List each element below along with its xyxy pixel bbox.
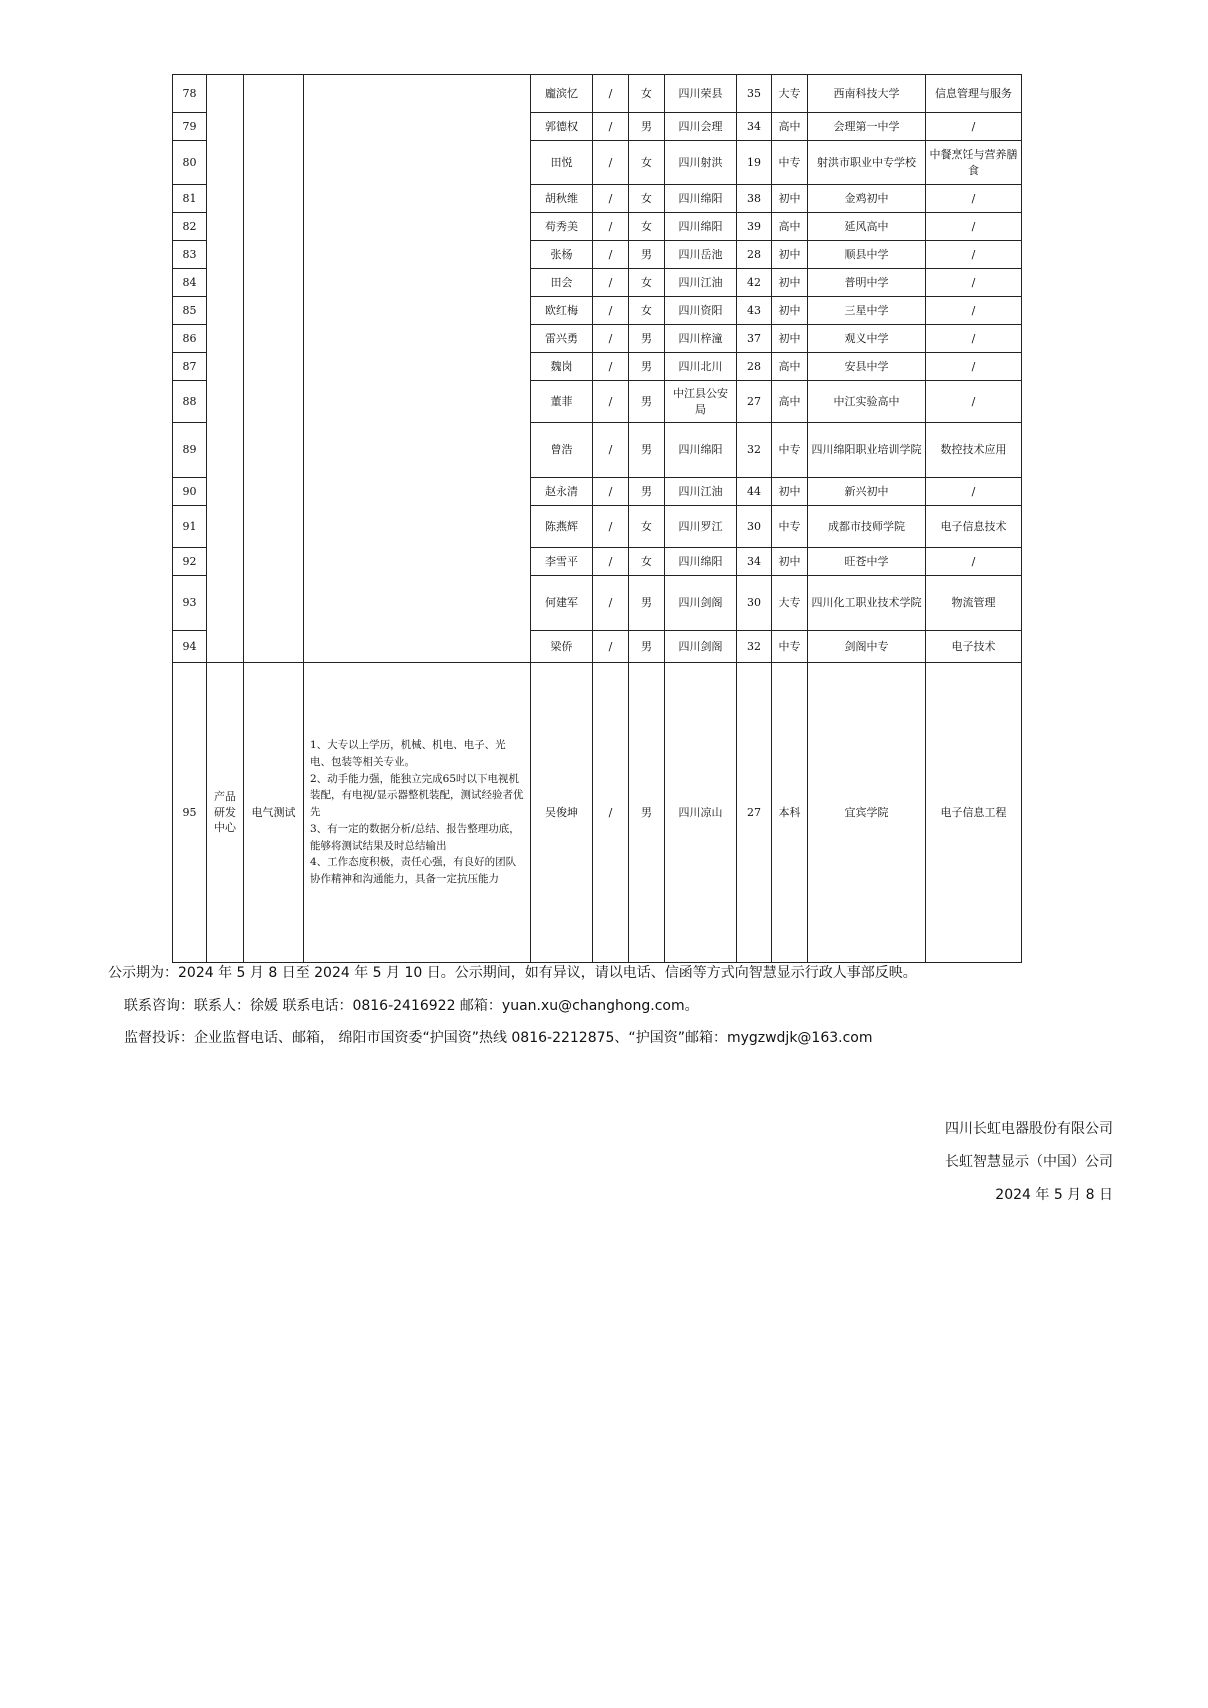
edu-cell: 初中 <box>772 269 808 297</box>
edu-cell: 中专 <box>772 631 808 663</box>
row-number-cell: 88 <box>173 381 207 423</box>
major-cell: / <box>926 478 1022 506</box>
school-cell: 三星中学 <box>808 297 926 325</box>
origin-cell: 四川梓潼 <box>665 325 737 353</box>
age-cell: 19 <box>737 141 772 185</box>
major-cell: / <box>926 269 1022 297</box>
name-cell: 梁侨 <box>531 631 593 663</box>
major-cell: 信息管理与服务 <box>926 75 1022 113</box>
col-cell: / <box>593 381 629 423</box>
row-number-cell: 95 <box>173 663 207 963</box>
row-number-cell: 84 <box>173 269 207 297</box>
table-row <box>173 663 1022 963</box>
school-cell: 中江实验高中 <box>808 381 926 423</box>
major-cell: / <box>926 241 1022 269</box>
name-cell: 董菲 <box>531 381 593 423</box>
name-cell: 李雪平 <box>531 548 593 576</box>
school-cell: 会理第一中学 <box>808 113 926 141</box>
col-cell: / <box>593 325 629 353</box>
row-number-cell: 83 <box>173 241 207 269</box>
row-number-cell: 93 <box>173 576 207 631</box>
gender-cell: 男 <box>629 631 665 663</box>
major-cell: / <box>926 213 1022 241</box>
col-cell: / <box>593 548 629 576</box>
gender-cell: 女 <box>629 297 665 325</box>
school-cell: 金鸡初中 <box>808 185 926 213</box>
gender-cell: 男 <box>629 241 665 269</box>
gender-cell: 女 <box>629 269 665 297</box>
row-number-cell: 78 <box>173 75 207 113</box>
major-cell: 电子技术 <box>926 631 1022 663</box>
name-cell: 郭德权 <box>531 113 593 141</box>
dept-cell: 产品研发中心 <box>207 663 244 963</box>
age-cell: 27 <box>737 663 772 963</box>
school-cell: 普明中学 <box>808 269 926 297</box>
name-cell: 田会 <box>531 269 593 297</box>
origin-cell: 四川凉山 <box>665 663 737 963</box>
row-number-cell: 82 <box>173 213 207 241</box>
row-number-cell: 81 <box>173 185 207 213</box>
major-cell: 数控技术应用 <box>926 423 1022 478</box>
row-number-cell: 94 <box>173 631 207 663</box>
col-cell: / <box>593 353 629 381</box>
row-number-cell: 79 <box>173 113 207 141</box>
origin-cell: 四川荣县 <box>665 75 737 113</box>
school-cell: 剑阁中专 <box>808 631 926 663</box>
edu-cell: 本科 <box>772 663 808 963</box>
name-cell: 张杨 <box>531 241 593 269</box>
name-cell: 龐滨忆 <box>531 75 593 113</box>
gender-cell: 男 <box>629 478 665 506</box>
major-cell: / <box>926 297 1022 325</box>
age-cell: 37 <box>737 325 772 353</box>
requirements-cell <box>304 663 531 963</box>
name-cell: 魏岗 <box>531 353 593 381</box>
edu-cell: 高中 <box>772 353 808 381</box>
origin-cell: 四川剑阁 <box>665 631 737 663</box>
origin-cell: 四川会理 <box>665 113 737 141</box>
school-cell: 安县中学 <box>808 353 926 381</box>
col-cell: / <box>593 185 629 213</box>
signature-company-2: 长虹智慧显示（中国）公司 <box>945 1154 1113 1170</box>
gender-cell: 男 <box>629 663 665 963</box>
row-number-cell: 80 <box>173 141 207 185</box>
age-cell: 34 <box>737 113 772 141</box>
name-cell: 雷兴勇 <box>531 325 593 353</box>
gender-cell: 男 <box>629 325 665 353</box>
contact-info: 联系咨询：联系人：徐媛 联系电话：0816-2416922 邮箱：yuan.xu@changhong.com。 <box>124 998 699 1014</box>
col-cell: / <box>593 113 629 141</box>
school-cell: 延风高中 <box>808 213 926 241</box>
gender-cell: 女 <box>629 185 665 213</box>
major-cell: / <box>926 381 1022 423</box>
edu-cell: 初中 <box>772 185 808 213</box>
origin-cell: 四川北川 <box>665 353 737 381</box>
origin-cell: 中江县公安局 <box>665 381 737 423</box>
origin-cell: 四川江油 <box>665 269 737 297</box>
col-cell: / <box>593 213 629 241</box>
origin-cell: 四川绵阳 <box>665 213 737 241</box>
origin-cell: 四川江油 <box>665 478 737 506</box>
school-cell: 射洪市职业中专学校 <box>808 141 926 185</box>
col-cell: / <box>593 241 629 269</box>
candidate-table <box>172 74 1022 963</box>
col-cell: / <box>593 141 629 185</box>
school-cell: 旺苍中学 <box>808 548 926 576</box>
col-cell: / <box>593 631 629 663</box>
major-cell: / <box>926 548 1022 576</box>
col-cell: / <box>593 297 629 325</box>
requirement-item: 3、有一定的数据分析/总结、报告整理功底，能够将测试结果及时总结输出 <box>310 822 520 852</box>
age-cell: 28 <box>737 241 772 269</box>
age-cell: 28 <box>737 353 772 381</box>
age-cell: 38 <box>737 185 772 213</box>
name-cell: 吴俊坤 <box>531 663 593 963</box>
table-row <box>173 75 1022 113</box>
gender-cell: 女 <box>629 213 665 241</box>
col-cell: / <box>593 269 629 297</box>
school-cell: 四川化工职业技术学院 <box>808 576 926 631</box>
gender-cell: 男 <box>629 353 665 381</box>
major-cell: 中餐烹饪与营养膳食 <box>926 141 1022 185</box>
school-cell: 观义中学 <box>808 325 926 353</box>
edu-cell: 大专 <box>772 576 808 631</box>
row-number-cell: 87 <box>173 353 207 381</box>
gender-cell: 女 <box>629 141 665 185</box>
row-number-cell: 86 <box>173 325 207 353</box>
col-cell: / <box>593 506 629 548</box>
origin-cell: 四川岳池 <box>665 241 737 269</box>
edu-cell: 高中 <box>772 381 808 423</box>
col-cell: / <box>593 75 629 113</box>
edu-cell: 初中 <box>772 325 808 353</box>
row-number-cell: 89 <box>173 423 207 478</box>
requirement-item: 4、工作态度积极，责任心强，有良好的团队协作精神和沟通能力，具备一定抗压能力 <box>310 856 517 886</box>
age-cell: 34 <box>737 548 772 576</box>
edu-cell: 高中 <box>772 213 808 241</box>
origin-cell: 四川剑阁 <box>665 576 737 631</box>
origin-cell: 四川绵阳 <box>665 423 737 478</box>
school-cell: 西南科技大学 <box>808 75 926 113</box>
age-cell: 32 <box>737 423 772 478</box>
origin-cell: 四川射洪 <box>665 141 737 185</box>
origin-cell: 四川资阳 <box>665 297 737 325</box>
name-cell: 何建军 <box>531 576 593 631</box>
row-number-cell: 91 <box>173 506 207 548</box>
requirements-cell <box>304 75 531 663</box>
name-cell: 陈燕辉 <box>531 506 593 548</box>
edu-cell: 初中 <box>772 297 808 325</box>
age-cell: 27 <box>737 381 772 423</box>
school-cell: 新兴初中 <box>808 478 926 506</box>
col-cell: / <box>593 576 629 631</box>
age-cell: 30 <box>737 576 772 631</box>
age-cell: 43 <box>737 297 772 325</box>
school-cell: 顺县中学 <box>808 241 926 269</box>
gender-cell: 女 <box>629 506 665 548</box>
age-cell: 32 <box>737 631 772 663</box>
requirement-item: 1、大专以上学历，机械、机电、电子、光电、包装等相关专业。 <box>310 738 506 768</box>
complaint-info: 监督投诉：企业监督电话、邮箱， 绵阳市国资委“护国资”热线 0816-2212875、“护国资”邮箱：mygzwdjk@163.com <box>124 1030 873 1046</box>
major-cell: 电子信息技术 <box>926 506 1022 548</box>
school-cell: 四川绵阳职业培训学院 <box>808 423 926 478</box>
edu-cell: 大专 <box>772 75 808 113</box>
row-number-cell: 90 <box>173 478 207 506</box>
age-cell: 44 <box>737 478 772 506</box>
post-cell: 电气测试 <box>244 663 304 963</box>
name-cell: 赵永清 <box>531 478 593 506</box>
age-cell: 42 <box>737 269 772 297</box>
post-cell <box>244 75 304 663</box>
major-cell: / <box>926 185 1022 213</box>
name-cell: 田悦 <box>531 141 593 185</box>
col-cell: / <box>593 663 629 963</box>
signature-company-1: 四川长虹电器股份有限公司 <box>945 1121 1113 1137</box>
gender-cell: 女 <box>629 548 665 576</box>
edu-cell: 高中 <box>772 113 808 141</box>
major-cell: 电子信息工程 <box>926 663 1022 963</box>
name-cell: 曾浩 <box>531 423 593 478</box>
origin-cell: 四川罗江 <box>665 506 737 548</box>
major-cell: / <box>926 353 1022 381</box>
school-cell: 宜宾学院 <box>808 663 926 963</box>
school-cell: 成都市技师学院 <box>808 506 926 548</box>
dept-cell <box>207 75 244 663</box>
row-number-cell: 92 <box>173 548 207 576</box>
signature-date: 2024 年 5 月 8 日 <box>995 1187 1113 1203</box>
edu-cell: 初中 <box>772 548 808 576</box>
major-cell: / <box>926 325 1022 353</box>
edu-cell: 中专 <box>772 506 808 548</box>
col-cell: / <box>593 423 629 478</box>
col-cell: / <box>593 478 629 506</box>
name-cell: 胡秋维 <box>531 185 593 213</box>
origin-cell: 四川绵阳 <box>665 548 737 576</box>
requirement-item: 2、动手能力强，能独立完成65吋以下电视机装配，有电视/显示器整机装配，测试经验者优先 <box>310 772 524 819</box>
edu-cell: 初中 <box>772 478 808 506</box>
age-cell: 35 <box>737 75 772 113</box>
gender-cell: 女 <box>629 75 665 113</box>
edu-cell: 中专 <box>772 423 808 478</box>
edu-cell: 初中 <box>772 241 808 269</box>
gender-cell: 男 <box>629 423 665 478</box>
name-cell: 欧红梅 <box>531 297 593 325</box>
gender-cell: 男 <box>629 381 665 423</box>
age-cell: 39 <box>737 213 772 241</box>
gender-cell: 男 <box>629 113 665 141</box>
notice-period: 公示期为：2024 年 5 月 8 日至 2024 年 5 月 10 日。公示期间，如有异议，请以电话、信函等方式向智慧显示行政人事部反映。 <box>108 965 917 981</box>
row-number-cell: 85 <box>173 297 207 325</box>
edu-cell: 中专 <box>772 141 808 185</box>
name-cell: 苟秀美 <box>531 213 593 241</box>
major-cell: 物流管理 <box>926 576 1022 631</box>
age-cell: 30 <box>737 506 772 548</box>
origin-cell: 四川绵阳 <box>665 185 737 213</box>
major-cell: / <box>926 113 1022 141</box>
gender-cell: 男 <box>629 576 665 631</box>
